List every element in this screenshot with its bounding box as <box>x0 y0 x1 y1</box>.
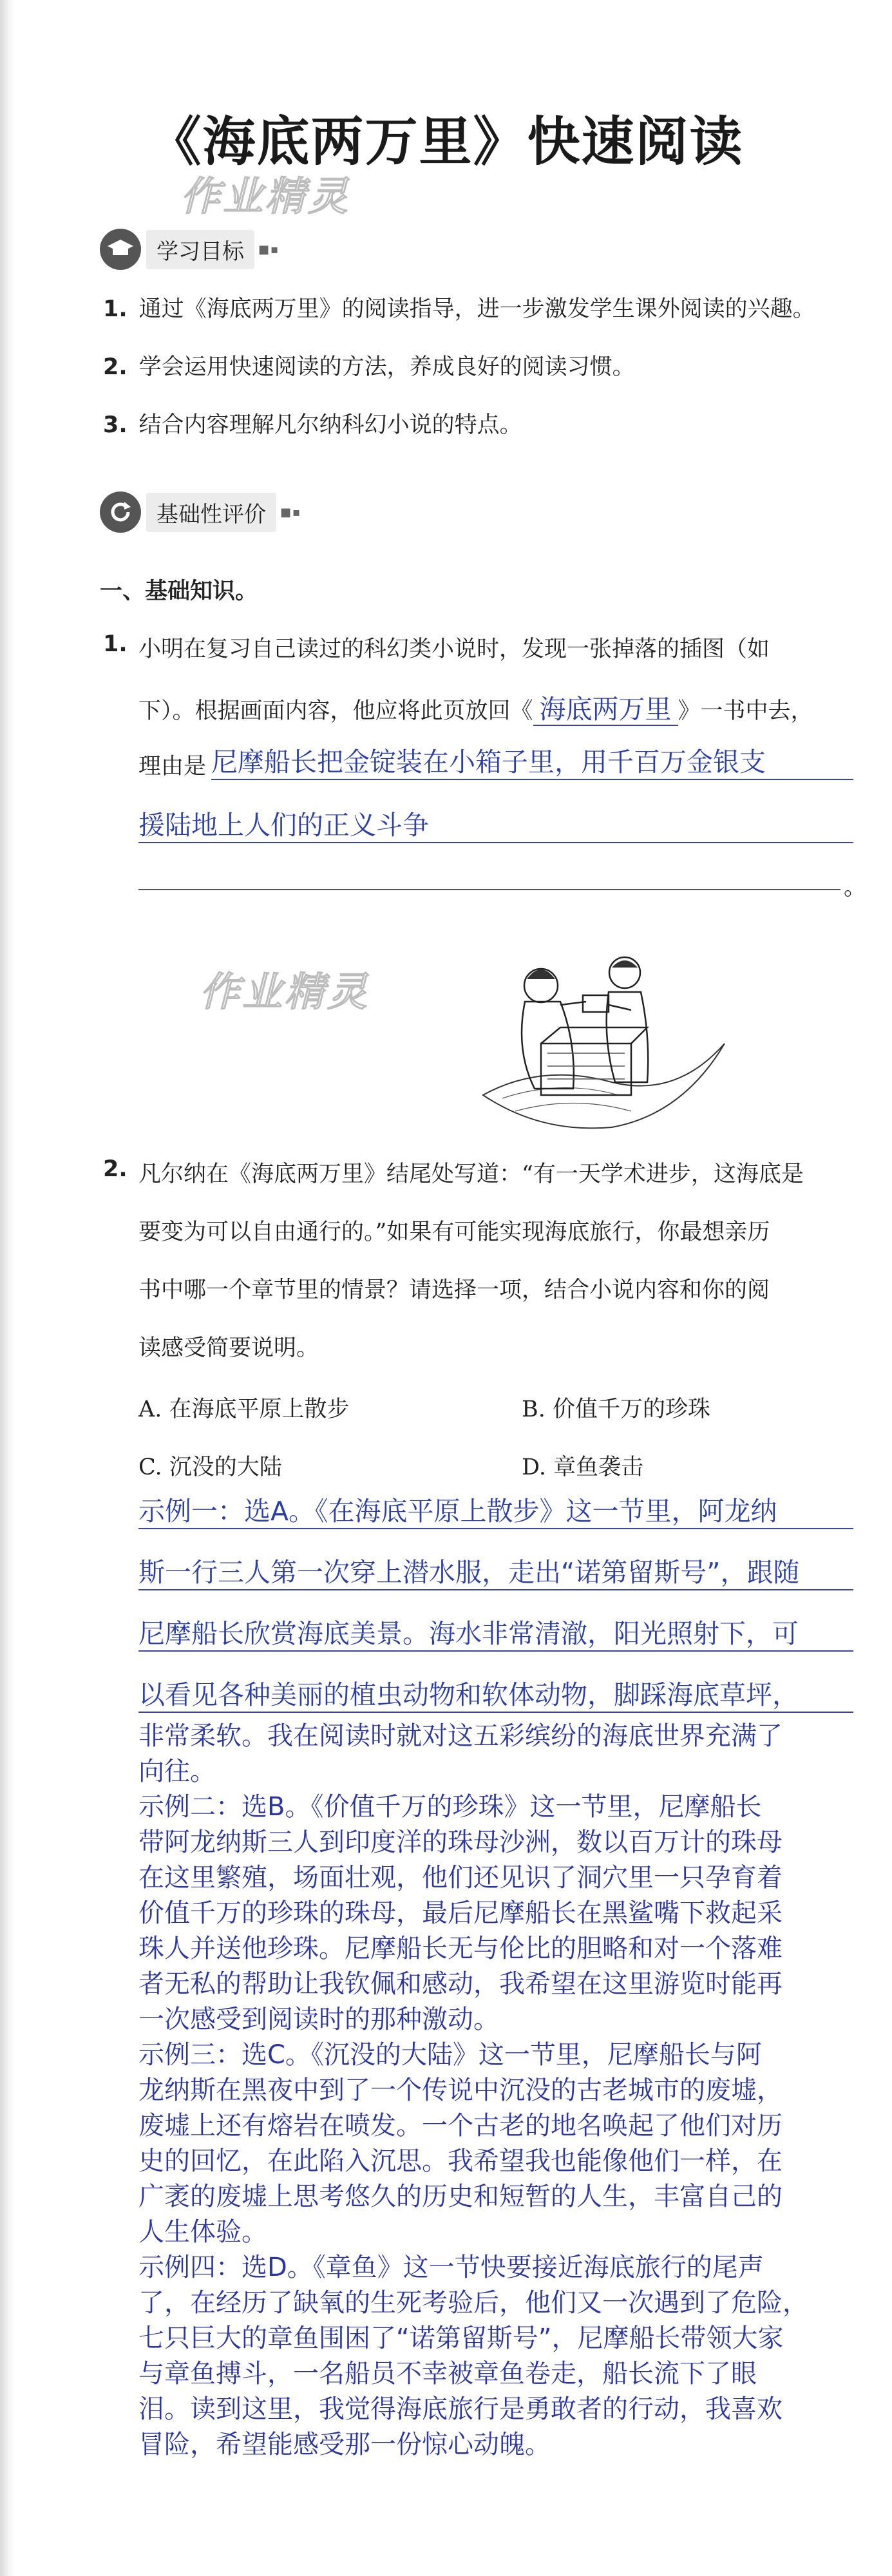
end-period: 。 <box>844 875 867 901</box>
answer-text-line: 珠人并送他珍珠。尼摩船长无与伦比的胆略和对一个落难 <box>138 1934 783 1963</box>
reason-answer-line-1: 尼摩船长把金锭装在小箱子里，用千百万金银支 <box>211 741 853 780</box>
goal-item-1: 1. 通过《海底两万里》的阅读指导，进一步激发学生课外阅读的兴趣。 <box>103 296 815 322</box>
option-c: C. 沉没的大陆 <box>138 1455 282 1480</box>
answer-text-line: 非常柔软。我在阅读时就对这五彩缤纷的海底世界充满了 <box>138 1721 783 1751</box>
answer-text-line: 龙纳斯在黑夜中到了一个传说中沉没的古老城市的废墟， <box>138 2075 783 2105</box>
refresh-icon <box>100 491 141 533</box>
treasure-chest-illustration <box>464 934 734 1147</box>
goal-item-2: 2. 学会运用快速阅读的方法，养成良好的阅读习惯。 <box>103 354 635 380</box>
question-1-number: 1. <box>103 631 128 657</box>
reason-answer-line-2: 援陆地上人们的正义斗争 <box>138 804 853 843</box>
answer-text-line: 向往。 <box>138 1757 216 1786</box>
answer-text-line: 废墟上还有熔岩在喷发。一个古老的地名唤起了他们对历 <box>138 2111 783 2141</box>
question-2-line-4: 读感受简要说明。 <box>138 1335 319 1361</box>
question-1-line-1: 小明在复习自己读过的科幻类小说时，发现一张掉落的插图（如 <box>138 636 770 662</box>
answer-text-line: 了，在经历了缺氧的生死考验后，他们又一次遇到了危险， <box>138 2288 808 2318</box>
question-2-line-3: 书中哪一个章节里的情景？请选择一项，结合小说内容和你的阅 <box>138 1277 770 1303</box>
answer-text-line: 广袤的废墟上思考悠久的历史和短暂的人生，丰富自己的 <box>138 2182 783 2211</box>
option-a: A. 在海底平原上散步 <box>138 1397 350 1422</box>
reason-label: 理由是 <box>138 754 207 779</box>
answer-text-line: 在这里繁殖，场面壮观，他们还见识了洞穴里一只孕育着 <box>138 1863 783 1893</box>
option-d: D. 章鱼袭击 <box>522 1455 644 1480</box>
answer-text-line: 一次感受到阅读时的那种激动。 <box>138 2005 499 2034</box>
question-2-number: 2. <box>103 1156 128 1182</box>
answer-text-line: 泪。读到这里，我觉得海底旅行是勇敢者的行动，我喜欢 <box>138 2394 783 2424</box>
part-heading: 一、基础知识。 <box>100 578 258 604</box>
option-b: B. 价值千万的珍珠 <box>522 1397 710 1422</box>
page-title: 《海底两万里》快速阅读 <box>148 111 744 173</box>
decorative-dots-icon: ■▪ <box>258 242 280 256</box>
question-1-line-2: 下）。根据画面内容，他应将此页放回《 海底两万里 》一书中去， <box>138 694 813 725</box>
answer-line: 示例一：选A。《在海底平原上散步》这一节里，阿龙纳 <box>138 1490 853 1529</box>
section-label: 学习目标 <box>146 230 254 269</box>
graduation-cap-icon <box>100 229 141 270</box>
answer-line: 尼摩船长欣赏海底美景。海水非常清澈，阳光照射下，可 <box>138 1612 853 1652</box>
answer-text-line: 人生体验。 <box>138 2217 267 2247</box>
answer-text-line: 者无私的帮助让我钦佩和感动，我希望在这里游览时能再 <box>138 1969 783 1999</box>
answer-line: 以看见各种美丽的植虫动物和软体动物，脚踩海底草坪， <box>138 1674 853 1713</box>
answer-text-line: 冒险，希望能感受那一份惊心动魄。 <box>138 2430 551 2459</box>
watermark-top: 作业精灵 <box>180 173 351 220</box>
section-learning-goals <box>100 227 280 272</box>
question-2-line-1: 凡尔纳在《海底两万里》结尾处写道：“有一天学术进步，这海底是 <box>138 1161 804 1187</box>
answer-text-line: 七只巨大的章鱼围困了“诺第留斯号”，尼摩船长带领大家 <box>138 2323 784 2353</box>
section-basic-evaluation <box>100 490 301 535</box>
answer-book-title: 海底两万里 <box>533 694 678 726</box>
answer-text-line: 示例四：选D。《章鱼》这一节快要接近海底旅行的尾声 <box>138 2253 764 2282</box>
decorative-dots-icon: ■▪ <box>280 505 302 519</box>
answer-text-line: 史的回忆，在此陷入沉思。我希望我也能像他们一样，在 <box>138 2146 783 2176</box>
blank-answer-line <box>138 889 840 890</box>
section-label: 基础性评价 <box>146 493 276 532</box>
answer-text-line: 带阿龙纳斯三人到印度洋的珠母沙洲，数以百万计的珠母 <box>138 1827 783 1857</box>
page-binding-shadow <box>0 0 14 2576</box>
answer-text-line: 价值千万的珍珠的珠母，最后尼摩船长在黑鲨嘴下救起采 <box>138 1898 783 1928</box>
answer-text-line: 示例二：选B。《价值千万的珍珠》这一节里，尼摩船长 <box>138 1792 762 1822</box>
answer-text-line: 与章鱼搏斗，一名船员不幸被章鱼卷走，船长流下了眼 <box>138 2359 757 2389</box>
watermark-middle: 作业精灵 <box>200 968 370 1015</box>
answer-line: 斯一行三人第一次穿上潜水服，走出“诺第留斯号”，跟随 <box>138 1551 853 1590</box>
answer-text-line: 示例三：选C。《沉没的大陆》这一节里，尼摩船长与阿 <box>138 2040 762 2070</box>
goal-item-3: 3. 结合内容理解凡尔纳科幻小说的特点。 <box>103 412 522 438</box>
question-2-line-2: 要变为可以自由通行的。”如果有可能实现海底旅行，你最想亲历 <box>138 1219 770 1245</box>
